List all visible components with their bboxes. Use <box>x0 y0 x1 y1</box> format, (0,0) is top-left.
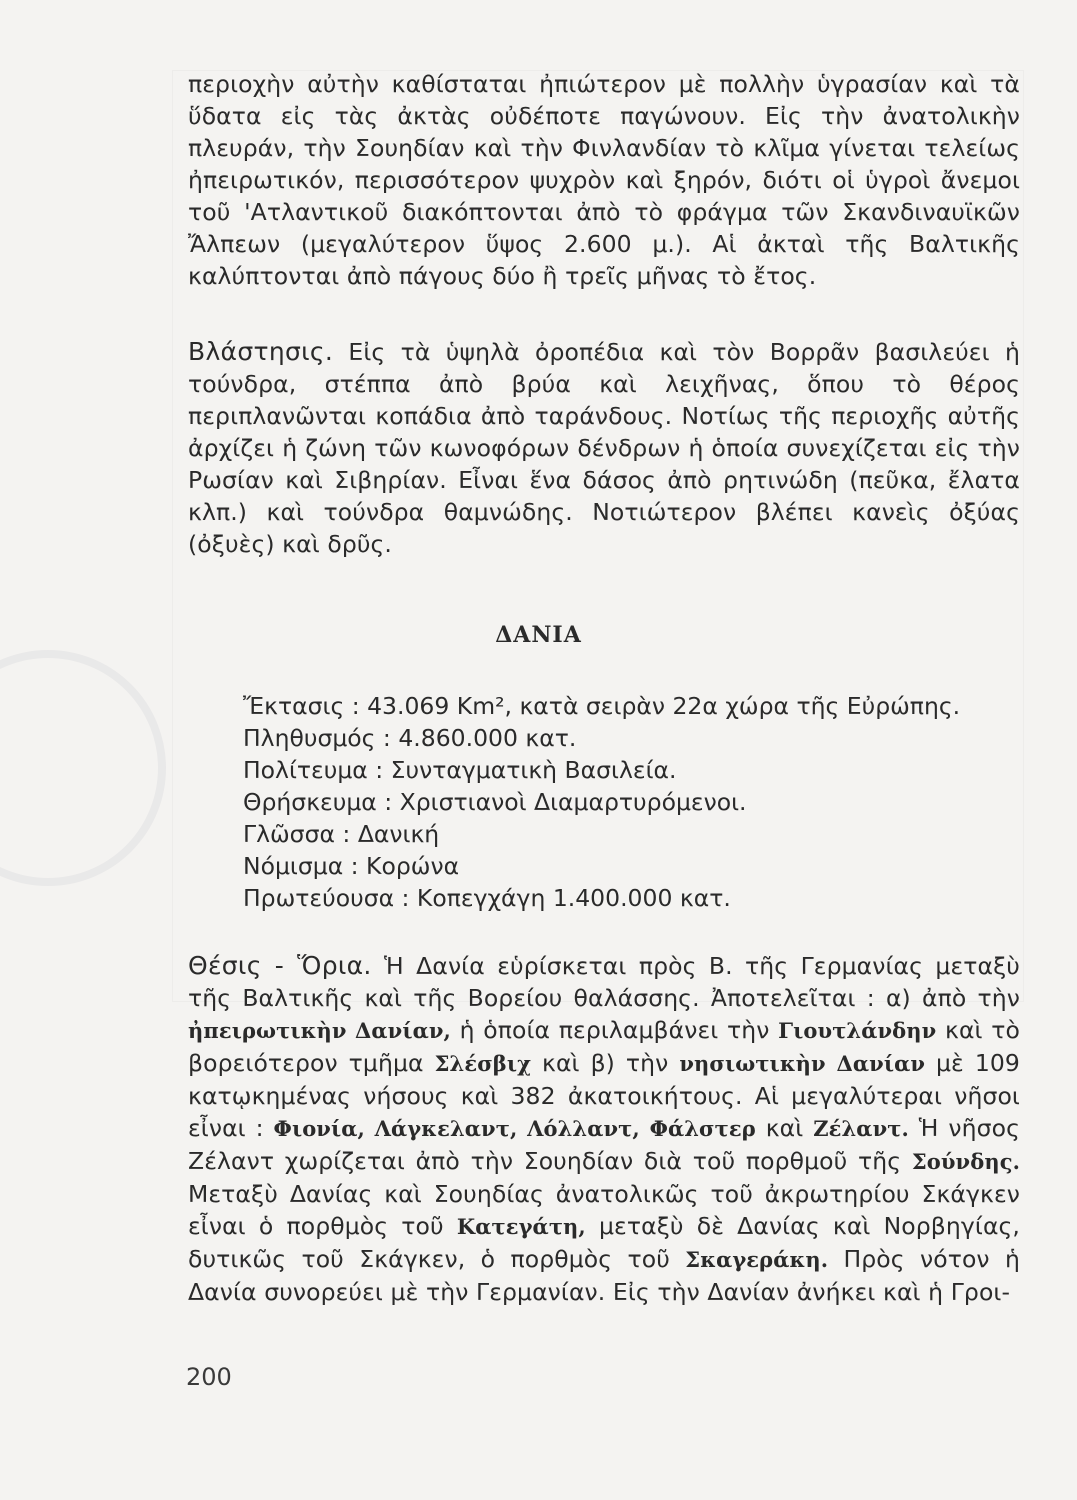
term-insular-denmark: νησιωτικὴν Δανίαν <box>679 1051 926 1076</box>
term-jutland: Γιουτλάνδην <box>778 1018 937 1043</box>
position-text: Μεταξὺ Δανίας καὶ Σουηδίας ἀνατολικῶς τοῦ ἀκρωτηρίου Σκάγκεν εἶναι ὁ πορθμὸς τοῦ <box>188 1180 1020 1240</box>
position-heading: Θέσις - Ὅρια. <box>188 951 372 980</box>
term-continental-denmark: ἠπειρωτικὴν Δανίαν, <box>188 1018 451 1043</box>
vegetation-text: Εἰς τὰ ὑψηλὰ ὀροπέδια καὶ τὸν Βορρᾶν βασιλεύει ἡ τούνδρα, στέππα ἀπὸ βρύα καὶ λειχῆνας, ὅπου τὸ θέρος περιπλανῶνται κοπάδια ἀπὸ ταράνδους. Νοτίως τῆς περιοχῆς αὐτῆς ἀρχίζει ἡ ζώνη τῶν κωνοφόρων δένδρων ἡ ὁποία συνεχίζεται εἰς τὴν Ρωσίαν καὶ Σιβηρίαν. Εἶναι ἕνα δάσος ἀπὸ ρητινώδη (πεῦκα, ἔλατα κλπ.) καὶ τούνδρα θαμνώδης. Νοτιώτερον βλέπει κανεὶς ὀξύας (ὀξυὲς) καὶ δρῦς. <box>188 338 1020 558</box>
climate-paragraph: περιοχὴν αὐτὴν καθίσταται ἠπιώτερον μὲ πολλὴν ὑγρασίαν καὶ τὰ ὕδατα εἰς τὰς ἀκτὰς οὐδέποτε παγώνουν. Εἰς τὴν ἀνατολικὴν πλευράν, τὴν Σουηδίαν καὶ τὴν Φινλανδίαν τὸ κλῖμα γίνεται τελείως ἠπειρωτικόν, περισσότερον ψυχρὸν καὶ ξηρόν, διότι οἱ ὑγροὶ ἄνεμοι τοῦ 'Ατλαντικοῦ διακόπτονται ἀπὸ τὸ φράγμα τῶν Σκανδιναυϊκῶν Ἄλπεων (μεγαλύτερον ὕψος 2.600 μ.). Αἱ ἀκταὶ τῆς Βαλτικῆς καλύπτονται ἀπὸ πάγους δύο ἢ τρεῖς μῆνας τὸ ἔτος. <box>188 70 1020 290</box>
position-text: καὶ β) τὴν <box>531 1049 680 1077</box>
fact-capital: Πρωτεύουσα : Κοπεγχάγη 1.400.000 κατ. <box>243 884 731 912</box>
position-text: ἡ ὁποία περιλαμβάνει τὴν <box>450 1016 779 1044</box>
fact-religion: Θρήσκευμα : Χριστιανοὶ Διαμαρτυρόμενοι. <box>243 788 747 816</box>
fact-population: Πληθυσμός : 4.860.000 κατ. <box>243 724 577 752</box>
position-text: καὶ <box>755 1114 814 1142</box>
library-stamp <box>0 650 166 886</box>
term-islands: Φιονία, Λάγκελαντ, Λόλλαντ, Φάλστερ <box>273 1116 756 1141</box>
position-text: Πρὸς νότον ἡ Δανία συνορεύει μὲ τὴν Γερμανίαν. Εἰς τὴν Δανίαν ἀνήκει καὶ ἡ Γροι- <box>188 1245 1020 1306</box>
term-skagerrak: Σκαγεράκη. <box>685 1247 829 1272</box>
fact-area: Ἔκτασις : 43.069 Km², κατὰ σειρὰν 22α χώρα τῆς Εὐρώπης. <box>243 692 961 720</box>
position-text: καὶ τὸ βορειότερον τμῆμα <box>188 1016 1020 1077</box>
fact-government: Πολίτευμα : Συνταγματικὴ Βασιλεία. <box>243 756 677 784</box>
section-title: ΔΑΝΙΑ <box>495 622 582 648</box>
position-text: μεταξὺ δὲ Δανίας καὶ Νορβηγίας, δυτικῶς τοῦ Σκάγκεν, ὁ πορθμὸς τοῦ <box>188 1212 1020 1273</box>
fact-currency: Νόμισμα : Κορώνα <box>243 852 460 880</box>
term-zealand: Ζέλαντ. <box>813 1116 909 1141</box>
term-oresund: Σούνδης. <box>911 1149 1020 1174</box>
vegetation-heading: Βλάστησις. <box>188 337 334 366</box>
fact-list <box>243 690 960 914</box>
term-kattegat: Κατεγάτη, <box>456 1214 586 1239</box>
position-paragraph <box>188 950 1020 1308</box>
term-schleswig: Σλέσβιχ <box>434 1051 532 1076</box>
vegetation-paragraph <box>188 336 1020 560</box>
fact-language: Γλῶσσα : Δανική <box>243 820 440 848</box>
position-text: μὲ 109 κατῳκημένας νήσους καὶ 382 ἀκατοικήτους. Αἱ μεγαλύτεραι νῆσοι εἶναι : <box>188 1049 1020 1142</box>
position-text: Ἡ νῆσος Ζέλαντ χωρίζεται ἀπὸ τὴν Σουηδίαν διὰ τοῦ πορθμοῦ τῆς <box>188 1114 1021 1175</box>
page-number: 200 <box>186 1363 232 1391</box>
position-text: Ἡ Δανία εὑρίσκεται πρὸς Β. τῆς Γερμανίας μεταξὺ τῆς Βαλτικῆς καὶ τῆς Βορείου θαλάσσης. Ἀποτελεῖται : α) ἀπὸ τὴν <box>188 952 1020 1012</box>
